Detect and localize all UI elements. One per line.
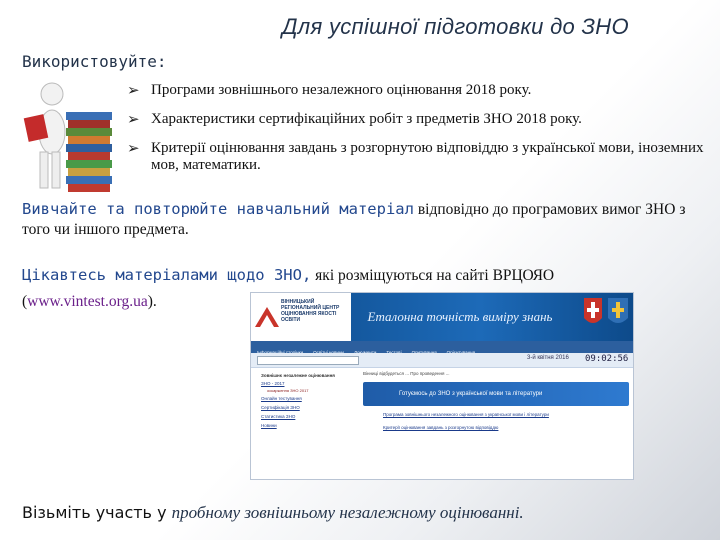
trial-plain: Візьміть участь у (22, 503, 172, 522)
site-sidebar-heading: Зовнішнє незалежне оцінювання (261, 373, 335, 378)
study-paragraph (22, 199, 712, 240)
site-subbar (251, 353, 633, 368)
site-nav (251, 341, 633, 353)
site-sidebar (255, 371, 355, 475)
use-label: Використовуйте: (22, 52, 167, 71)
site-date: 3-й квітня 2016 (527, 355, 569, 361)
site-sidebar-item[interactable]: Сертифікація ЗНО (261, 405, 300, 410)
bullet-item (125, 140, 705, 174)
reading-figure-icon (22, 80, 114, 198)
site-logo-text: ВІННИЦЬКИЙ РЕГІОНАЛЬНИЙ ЦЕНТР ОЦІНЮВАННЯ ЯКОСТІ ОСВІТИ (281, 299, 340, 323)
study-highlight: Вивчайте та повторюйте навчальний матеріал (22, 200, 414, 218)
bullet-item (125, 82, 705, 99)
paren-close: ). (147, 293, 157, 310)
center-logo-icon (253, 303, 281, 331)
coat-of-arms-icon (582, 296, 630, 336)
site-sidebar-item[interactable]: Статистика ЗНО (261, 414, 296, 419)
site-logo (251, 293, 351, 341)
bullet-text: Критерії оцінювання завдань з розгорнутою відповіддю з української мови, іноземних мов, математики. (151, 140, 704, 173)
website-screenshot (250, 292, 634, 480)
site-doc-link[interactable]: Критерії оцінювання завдань з розгорнутою відповіддю (383, 425, 499, 430)
site-banner: Еталонна точність виміру знань (367, 309, 553, 324)
website-link[interactable]: www.vintest.org.ua (27, 293, 148, 310)
trial-italic: пробному зовнішньому незалежному оцінюванні. (171, 503, 524, 522)
bullet-list (125, 82, 705, 186)
trial-paragraph (22, 503, 712, 523)
arrow-bullet-icon: ➢ (127, 81, 140, 99)
site-sidebar-subitem[interactable]: оскарження ЗНО 2017 (267, 388, 309, 393)
site-clock: 09:02:56 (585, 354, 629, 364)
paren-open: ( (22, 293, 28, 310)
site-main (363, 371, 629, 475)
materials-middle: які розміщуються на сайті ВРЦОЯО (311, 267, 555, 284)
study-rest: відповідно до програмових вимог ЗНО з того чи іншого предмета. (22, 201, 686, 238)
site-doc-link[interactable]: Програма зовнішнього незалежного оцінювання з української мови і літератури (383, 412, 549, 417)
site-news-line: Вінниці відбудеться ... Про проведення ... (363, 371, 450, 376)
site-search-input[interactable] (257, 356, 359, 365)
bullet-text: Характеристики сертифікаційних робіт з предметів ЗНО 2018 року. (151, 111, 582, 127)
bullet-item (125, 111, 705, 128)
site-sidebar-item[interactable]: Новини (261, 423, 277, 428)
arrow-bullet-icon: ➢ (127, 110, 140, 128)
slide-title: Для успішної підготовки до ЗНО (282, 14, 629, 39)
bullet-text: Програми зовнішнього незалежного оцінювання 2018 року. (151, 82, 532, 98)
materials-highlight: Цікавтесь матеріалами щодо ЗНО, (22, 266, 312, 284)
arrow-bullet-icon: ➢ (127, 139, 140, 157)
site-sidebar-item[interactable]: Онлайн тестування (261, 396, 302, 401)
site-sidebar-item[interactable]: ЗНО - 2017 (261, 381, 285, 386)
site-feature-box[interactable]: Готуємось до ЗНО з української мови та літератури (363, 382, 629, 406)
